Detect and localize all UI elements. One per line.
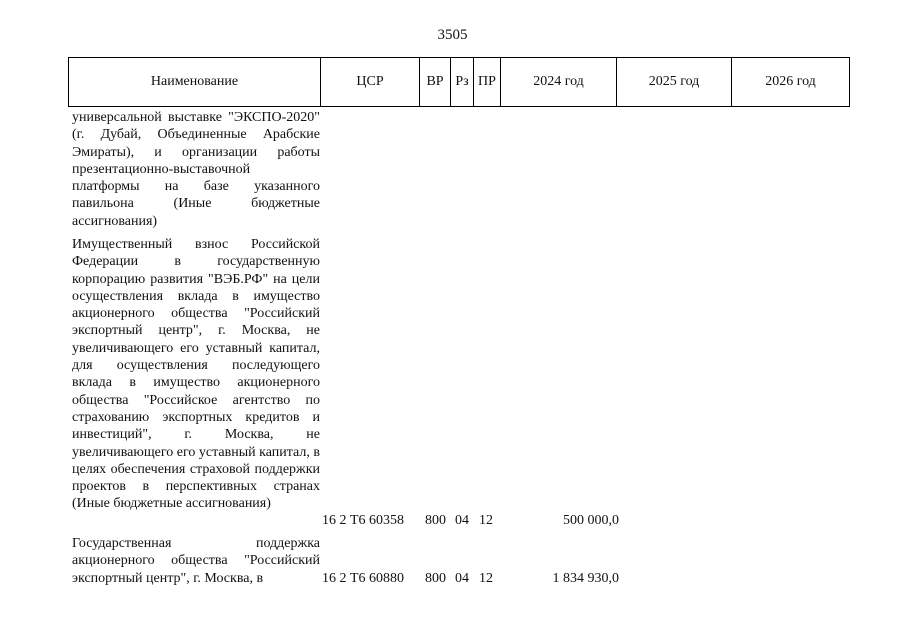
table-row-pr: 12 xyxy=(479,513,493,528)
table-row-vr: 800 xyxy=(425,571,446,586)
table-row-2024: 500 000,0 xyxy=(563,513,619,528)
header-2024: 2024 год xyxy=(501,58,617,106)
table-row-csr: 16 2 Т6 60880 xyxy=(322,571,405,586)
header-pr: ПР xyxy=(474,58,501,106)
table-row-name: Имущественный взнос Российской Федерации в государственную корпорацию развития "ВЭБ.РФ" на цели осуществления вклада в имущество акционерного общества "Российский экспортный центр", г. Москва, не увеличивающего его уставный капитал, для осуществления последующего вклада в имущество акционерного общества "Российское агентство по страхованию экспортных кредитов и инвестиций", г. Москва, не увеличивающего его уставный капитал, в целях обеспечения страховой поддержки проектов в перспективных странах (Иные бюджетные ассигнования) xyxy=(72,237,320,512)
header-vr: ВР xyxy=(420,58,451,106)
table-row-rz: 04 xyxy=(455,513,469,528)
table-row-2024: 1 834 930,0 xyxy=(552,571,619,586)
table-row-vr: 800 xyxy=(425,513,446,528)
header-2025: 2025 год xyxy=(617,58,732,106)
table-header xyxy=(68,57,850,107)
page-number: 3505 xyxy=(437,27,468,43)
table-row-pr: 12 xyxy=(479,571,493,586)
header-2026: 2026 год xyxy=(765,74,816,89)
header-csr: ЦСР xyxy=(321,58,420,106)
table-row-rz: 04 xyxy=(455,571,469,586)
header-name: Наименование xyxy=(69,58,321,106)
table-row-name: универсальной выставке "ЭКСПО-2020" (г. Дубай, Объединенные Арабские Эмираты), и организации работы презентационно-выставочной платформы на базе указанного павильона (Иные бюджетные ассигнования) xyxy=(72,110,320,229)
header-rz: Рз xyxy=(451,58,474,106)
table-row-name: Государственная поддержка акционерного общества "Российский экспортный центр", г. Москва, в xyxy=(72,536,320,586)
table-row-csr: 16 2 Т6 60358 xyxy=(322,513,405,528)
